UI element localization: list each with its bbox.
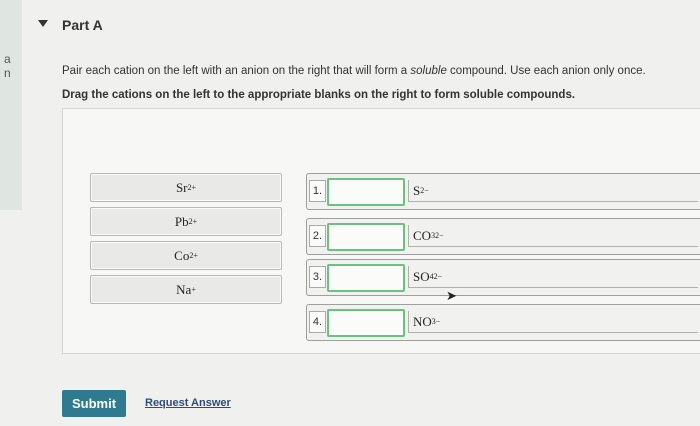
edge-text-a: a — [4, 52, 11, 66]
request-answer-link[interactable]: Request Answer — [145, 397, 231, 409]
target-number: 4. — [309, 311, 326, 333]
cation-pb[interactable]: Pb 2+ — [90, 207, 282, 236]
anion-s: S 2− — [408, 180, 698, 202]
target-number: 3. — [309, 266, 326, 288]
cation-sr[interactable]: Sr 2+ — [90, 173, 282, 202]
instruction-text: Pair each cation on the left with an anion on the right that will form a soluble compound. Use each anion only once. — [62, 65, 646, 77]
mouse-cursor-icon: ➤ — [446, 288, 457, 303]
submit-button[interactable]: Submit — [62, 390, 126, 417]
left-panel-strip — [0, 0, 22, 210]
target-row-3 — [306, 259, 700, 296]
part-title: Part A — [62, 17, 103, 33]
target-row-1 — [306, 173, 700, 210]
drop-blank-2[interactable] — [327, 223, 405, 251]
cation-co[interactable]: Co 2+ — [90, 241, 282, 270]
drop-blank-4[interactable] — [327, 309, 405, 337]
collapse-triangle-icon[interactable] — [38, 20, 48, 27]
cation-na[interactable]: Na + — [90, 275, 282, 304]
target-row-4 — [306, 304, 700, 341]
drag-instruction: Drag the cations on the left to the appropriate blanks on the right to form soluble compounds. — [62, 89, 576, 101]
drop-blank-1[interactable] — [327, 178, 405, 206]
edge-text-n: n — [4, 66, 11, 80]
anion-so4: SO 4 2− — [408, 266, 698, 288]
target-row-2 — [306, 218, 700, 255]
anion-no3: NO 3 − — [408, 311, 698, 333]
anion-co3: CO 3 2− — [408, 225, 698, 247]
drop-blank-3[interactable] — [327, 264, 405, 292]
target-number: 2. — [309, 225, 326, 247]
target-number: 1. — [309, 180, 326, 202]
